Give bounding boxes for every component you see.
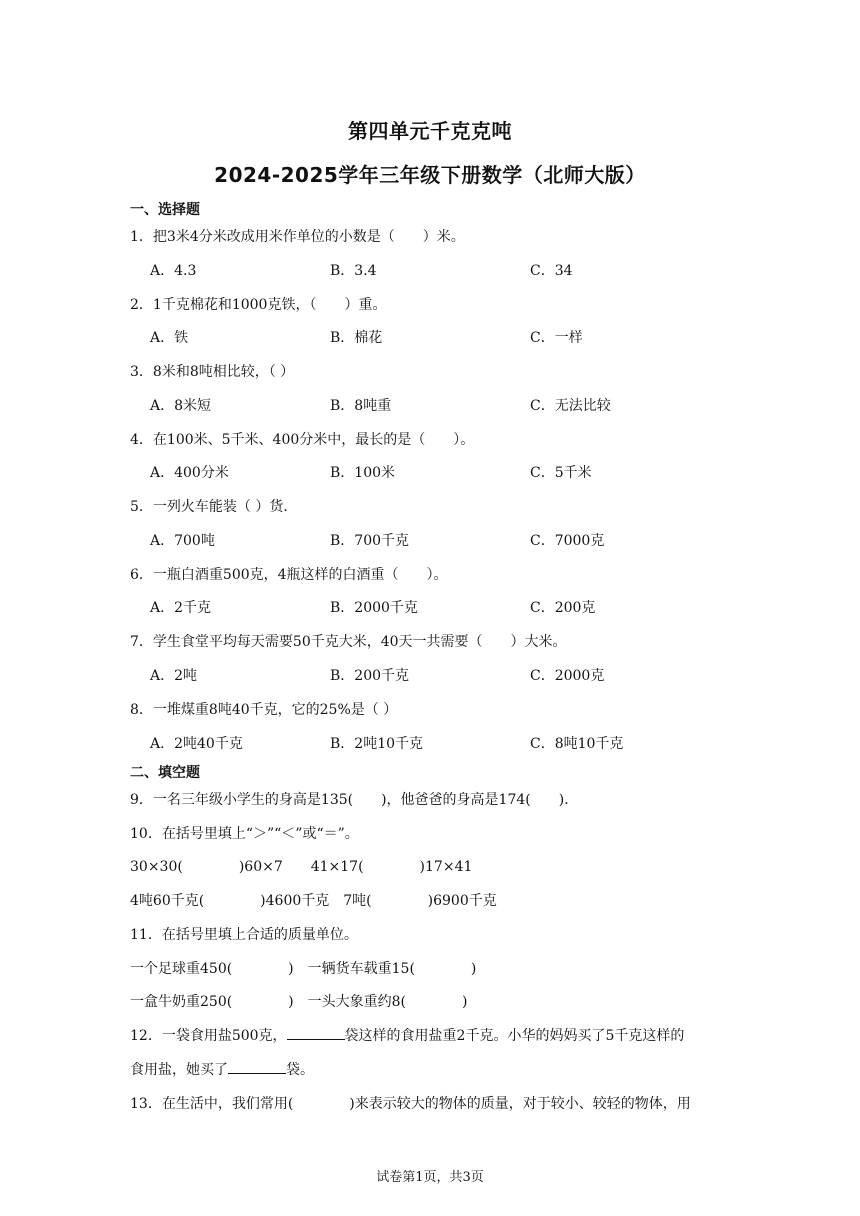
section-choice-heading: 一、选择题	[130, 202, 200, 218]
q3-option-a: A．8米短	[150, 398, 212, 414]
q7-option-c: C．2000克	[530, 668, 605, 684]
q3-option-c: C．无法比较	[530, 398, 611, 414]
q12-answer-blank-2[interactable]	[228, 1061, 286, 1074]
q12-text-part-4: 袋。	[286, 1062, 314, 1078]
question-7: 7．学生食堂平均每天需要50千克大米，40天一共需要（ ）大米。	[130, 634, 567, 650]
q5-option-b: B．700千克	[330, 533, 410, 549]
question-1: 1．把3米4分米改成用米作单位的小数是（ ）米。	[130, 229, 465, 245]
q2-option-b: B．棉花	[330, 330, 383, 346]
q8-option-b: B．2吨10千克	[330, 736, 424, 752]
q1-option-c: C．34	[530, 263, 573, 279]
question-5: 5．一列火车能装（ ）货．	[130, 499, 298, 515]
question-11: 11．在括号里填上合适的质量单位。	[130, 927, 358, 943]
question-10: 10．在括号里填上“＞”“＜”或“＝”。	[130, 826, 359, 842]
q6-option-b: B．2000千克	[330, 600, 418, 616]
q7-option-a: A．2吨	[150, 668, 198, 684]
question-11-row-1: 一个足球重450( ) 一辆货车载重15( )	[130, 961, 477, 977]
question-4: 4．在100米、5千米、400分米中，最长的是（ ）。	[130, 432, 475, 448]
q4-option-b: B．100米	[330, 465, 396, 481]
q12-answer-blank-1[interactable]	[287, 1027, 345, 1040]
question-12-line-1	[130, 1025, 684, 1045]
question-12-line-2	[130, 1059, 314, 1079]
q3-option-b: B．8吨重	[330, 398, 392, 414]
q8-option-c: C．8吨10千克	[530, 736, 624, 752]
q5-option-a: A．700吨	[150, 533, 215, 549]
q12-text-part-1: 12．一袋食用盐500克，	[130, 1028, 287, 1044]
question-9: 9．一名三年级小学生的身高是135( )，他爸爸的身高是174( )．	[130, 792, 579, 808]
q1-option-a: A．4.3	[150, 263, 197, 279]
page-title: 第四单元千克克吨	[348, 119, 512, 143]
q5-option-c: C．7000克	[530, 533, 605, 549]
q7-option-b: B．200千克	[330, 668, 410, 684]
question-3: 3．8米和8吨相比较，（ ）	[130, 364, 295, 380]
question-11-row-2: 一盒牛奶重250( ) 一头大象重约8( )	[130, 994, 468, 1010]
q1-option-b: B．3.4	[330, 263, 377, 279]
q8-option-a: A．2吨40千克	[150, 736, 243, 752]
q2-option-c: C．一样	[530, 330, 583, 346]
question-2: 2．1千克棉花和1000克铁，（ ）重。	[130, 297, 387, 313]
q12-text-part-3: 食用盐，她买了	[130, 1062, 228, 1078]
question-10-row-2: 4吨60千克( )4600千克 7吨( )6900千克	[130, 893, 497, 909]
q6-option-c: C．200克	[530, 600, 596, 616]
section-fill-heading: 二、填空题	[130, 765, 200, 781]
page-subtitle: 2024-2025学年三年级下册数学（北师大版）	[214, 163, 646, 187]
q2-option-a: A．铁	[150, 330, 189, 346]
question-13: 13．在生活中，我们常用( )来表示较大的物体的质量，对于较小、较轻的物体，用	[130, 1096, 691, 1112]
q6-option-a: A．2千克	[150, 600, 212, 616]
question-10-row-1: 30×30( )60×7 41×17( )17×41	[130, 859, 473, 875]
question-6: 6．一瓶白酒重500克，4瓶这样的白酒重（ ）。	[130, 567, 448, 583]
q12-text-part-2: 袋这样的食用盐重2千克。小华的妈妈买了5千克这样的	[344, 1028, 685, 1044]
q4-option-c: C．5千米	[530, 465, 592, 481]
q4-option-a: A．400分米	[150, 465, 229, 481]
question-8: 8．一堆煤重8吨40千克，它的25%是（ ）	[130, 702, 398, 718]
page-footer: 试卷第1页，共3页	[376, 1170, 484, 1185]
